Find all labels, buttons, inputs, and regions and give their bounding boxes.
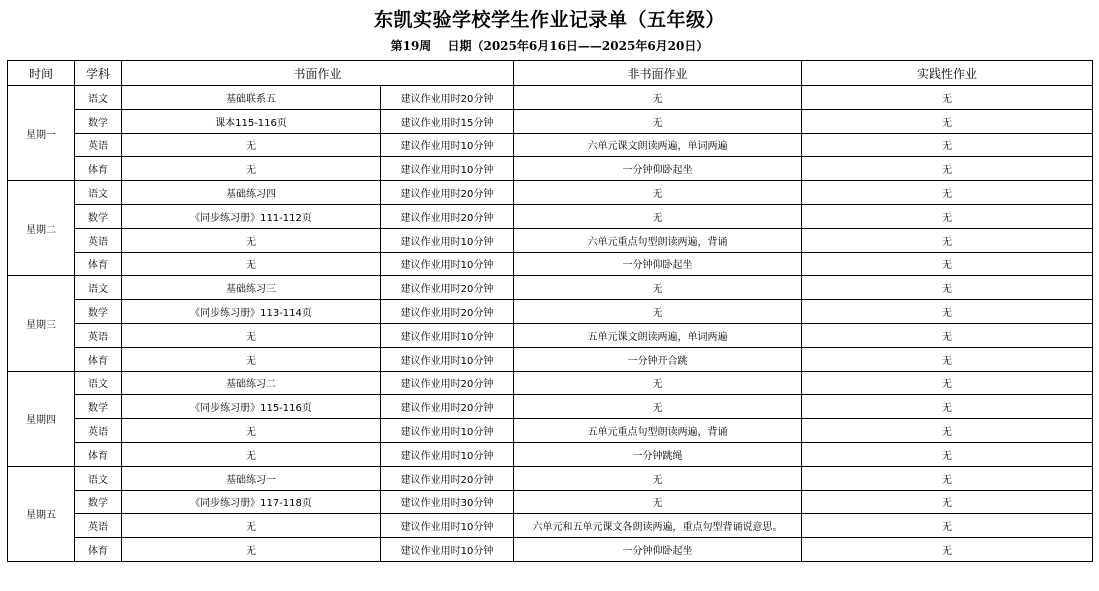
subject-cell: 语文	[75, 276, 122, 300]
duration-cell: 建议作业用时10分钟	[381, 347, 514, 371]
table-row	[8, 466, 1093, 490]
duration-cell: 建议作业用时10分钟	[381, 323, 514, 347]
duration-cell: 建议作业用时10分钟	[381, 157, 514, 181]
written-homework-cell: 无	[122, 228, 381, 252]
subject-cell: 体育	[75, 538, 122, 562]
written-homework-cell: 《同步练习册》115-116页	[122, 395, 381, 419]
duration-cell: 建议作业用时10分钟	[381, 514, 514, 538]
written-homework-cell: 基础练习三	[122, 276, 381, 300]
written-homework-cell: 无	[122, 538, 381, 562]
table-row	[8, 204, 1093, 228]
written-homework-cell: 基础联系五	[122, 86, 381, 110]
table-row	[8, 538, 1093, 562]
duration-cell: 建议作业用时10分钟	[381, 419, 514, 443]
written-homework-cell: 《同步练习册》117-118页	[122, 490, 381, 514]
day-cell: 星期五	[8, 466, 75, 561]
written-homework-cell: 无	[122, 419, 381, 443]
table-row	[8, 323, 1093, 347]
table-row	[8, 514, 1093, 538]
nonwritten-homework-cell: 无	[514, 204, 802, 228]
header-subject: 学科	[75, 61, 122, 86]
subject-cell: 英语	[75, 228, 122, 252]
practice-homework-cell: 无	[802, 347, 1093, 371]
homework-table	[7, 60, 1093, 562]
subject-cell: 数学	[75, 490, 122, 514]
day-cell: 星期三	[8, 276, 75, 371]
header-practice: 实践性作业	[802, 61, 1093, 86]
day-cell: 星期四	[8, 371, 75, 466]
written-homework-cell: 无	[122, 514, 381, 538]
nonwritten-homework-cell: 无	[514, 300, 802, 324]
subject-cell: 体育	[75, 157, 122, 181]
table-body	[8, 86, 1093, 562]
duration-cell: 建议作业用时10分钟	[381, 228, 514, 252]
practice-homework-cell: 无	[802, 466, 1093, 490]
practice-homework-cell: 无	[802, 252, 1093, 276]
written-homework-cell: 无	[122, 323, 381, 347]
header-written: 书面作业	[122, 61, 514, 86]
subject-cell: 体育	[75, 252, 122, 276]
practice-homework-cell: 无	[802, 371, 1093, 395]
written-homework-cell: 无	[122, 347, 381, 371]
written-homework-cell: 无	[122, 157, 381, 181]
nonwritten-homework-cell: 无	[514, 466, 802, 490]
table-row	[8, 442, 1093, 466]
header-time: 时间	[8, 61, 75, 86]
written-homework-cell: 无	[122, 252, 381, 276]
table-row	[8, 109, 1093, 133]
subject-cell: 数学	[75, 204, 122, 228]
practice-homework-cell: 无	[802, 490, 1093, 514]
practice-homework-cell: 无	[802, 157, 1093, 181]
duration-cell: 建议作业用时20分钟	[381, 371, 514, 395]
written-homework-cell: 无	[122, 133, 381, 157]
written-homework-cell: 基础练习一	[122, 466, 381, 490]
nonwritten-homework-cell: 六单元和五单元课文各朗读两遍，重点句型背诵说意思。	[514, 514, 802, 538]
practice-homework-cell: 无	[802, 228, 1093, 252]
table-row	[8, 157, 1093, 181]
practice-homework-cell: 无	[802, 538, 1093, 562]
practice-homework-cell: 无	[802, 514, 1093, 538]
table-row	[8, 395, 1093, 419]
duration-cell: 建议作业用时30分钟	[381, 490, 514, 514]
duration-cell: 建议作业用时10分钟	[381, 442, 514, 466]
duration-cell: 建议作业用时20分钟	[381, 466, 514, 490]
practice-homework-cell: 无	[802, 300, 1093, 324]
table-row	[8, 371, 1093, 395]
table-row	[8, 276, 1093, 300]
duration-cell: 建议作业用时15分钟	[381, 109, 514, 133]
header-nonwritten: 非书面作业	[514, 61, 802, 86]
subject-cell: 语文	[75, 466, 122, 490]
subject-cell: 英语	[75, 419, 122, 443]
practice-homework-cell: 无	[802, 204, 1093, 228]
nonwritten-homework-cell: 一分钟仰卧起坐	[514, 252, 802, 276]
written-homework-cell: 《同步练习册》111-112页	[122, 204, 381, 228]
nonwritten-homework-cell: 一分钟开合跳	[514, 347, 802, 371]
subject-cell: 英语	[75, 133, 122, 157]
date-range: 日期（2025年6月16日——2025年6月20日）	[447, 39, 709, 53]
nonwritten-homework-cell: 无	[514, 276, 802, 300]
table-row	[8, 86, 1093, 110]
practice-homework-cell: 无	[802, 86, 1093, 110]
nonwritten-homework-cell: 无	[514, 490, 802, 514]
subject-cell: 英语	[75, 514, 122, 538]
written-homework-cell: 课本115-116页	[122, 109, 381, 133]
subject-cell: 数学	[75, 395, 122, 419]
written-homework-cell: 基础练习二	[122, 371, 381, 395]
written-homework-cell: 基础练习四	[122, 181, 381, 205]
week-date-line	[0, 37, 1099, 54]
document-title: 东凯实验学校学生作业记录单（五年级）	[373, 9, 725, 31]
table-row	[8, 300, 1093, 324]
table-row	[8, 228, 1093, 252]
table-row	[8, 490, 1093, 514]
nonwritten-homework-cell: 无	[514, 86, 802, 110]
written-homework-cell: 《同步练习册》113-114页	[122, 300, 381, 324]
table-header-row	[8, 61, 1093, 86]
nonwritten-homework-cell: 五单元重点句型朗读两遍，背诵	[514, 419, 802, 443]
duration-cell: 建议作业用时20分钟	[381, 181, 514, 205]
written-homework-cell: 无	[122, 442, 381, 466]
duration-cell: 建议作业用时20分钟	[381, 300, 514, 324]
subject-cell: 数学	[75, 300, 122, 324]
practice-homework-cell: 无	[802, 276, 1093, 300]
nonwritten-homework-cell: 无	[514, 181, 802, 205]
duration-cell: 建议作业用时20分钟	[381, 276, 514, 300]
practice-homework-cell: 无	[802, 442, 1093, 466]
practice-homework-cell: 无	[802, 395, 1093, 419]
duration-cell: 建议作业用时20分钟	[381, 395, 514, 419]
subject-cell: 英语	[75, 323, 122, 347]
nonwritten-homework-cell: 一分钟跳绳	[514, 442, 802, 466]
table-row	[8, 252, 1093, 276]
duration-cell: 建议作业用时10分钟	[381, 133, 514, 157]
nonwritten-homework-cell: 一分钟仰卧起坐	[514, 157, 802, 181]
table-row	[8, 347, 1093, 371]
nonwritten-homework-cell: 无	[514, 371, 802, 395]
duration-cell: 建议作业用时10分钟	[381, 252, 514, 276]
subject-cell: 语文	[75, 86, 122, 110]
practice-homework-cell: 无	[802, 133, 1093, 157]
nonwritten-homework-cell: 一分钟仰卧起坐	[514, 538, 802, 562]
nonwritten-homework-cell: 六单元课文朗读两遍，单词两遍	[514, 133, 802, 157]
duration-cell: 建议作业用时20分钟	[381, 204, 514, 228]
practice-homework-cell: 无	[802, 109, 1093, 133]
nonwritten-homework-cell: 六单元重点句型朗读两遍，背诵	[514, 228, 802, 252]
subject-cell: 体育	[75, 347, 122, 371]
table-row	[8, 419, 1093, 443]
nonwritten-homework-cell: 五单元课文朗读两遍，单词两遍	[514, 323, 802, 347]
practice-homework-cell: 无	[802, 419, 1093, 443]
day-cell: 星期一	[8, 86, 75, 181]
table-row	[8, 133, 1093, 157]
table-row	[8, 181, 1093, 205]
subject-cell: 语文	[75, 181, 122, 205]
subject-cell: 体育	[75, 442, 122, 466]
duration-cell: 建议作业用时10分钟	[381, 538, 514, 562]
nonwritten-homework-cell: 无	[514, 395, 802, 419]
subject-cell: 语文	[75, 371, 122, 395]
practice-homework-cell: 无	[802, 323, 1093, 347]
day-cell: 星期二	[8, 181, 75, 276]
duration-cell: 建议作业用时20分钟	[381, 86, 514, 110]
week-label: 第19周	[390, 39, 432, 53]
subject-cell: 数学	[75, 109, 122, 133]
practice-homework-cell: 无	[802, 181, 1093, 205]
nonwritten-homework-cell: 无	[514, 109, 802, 133]
